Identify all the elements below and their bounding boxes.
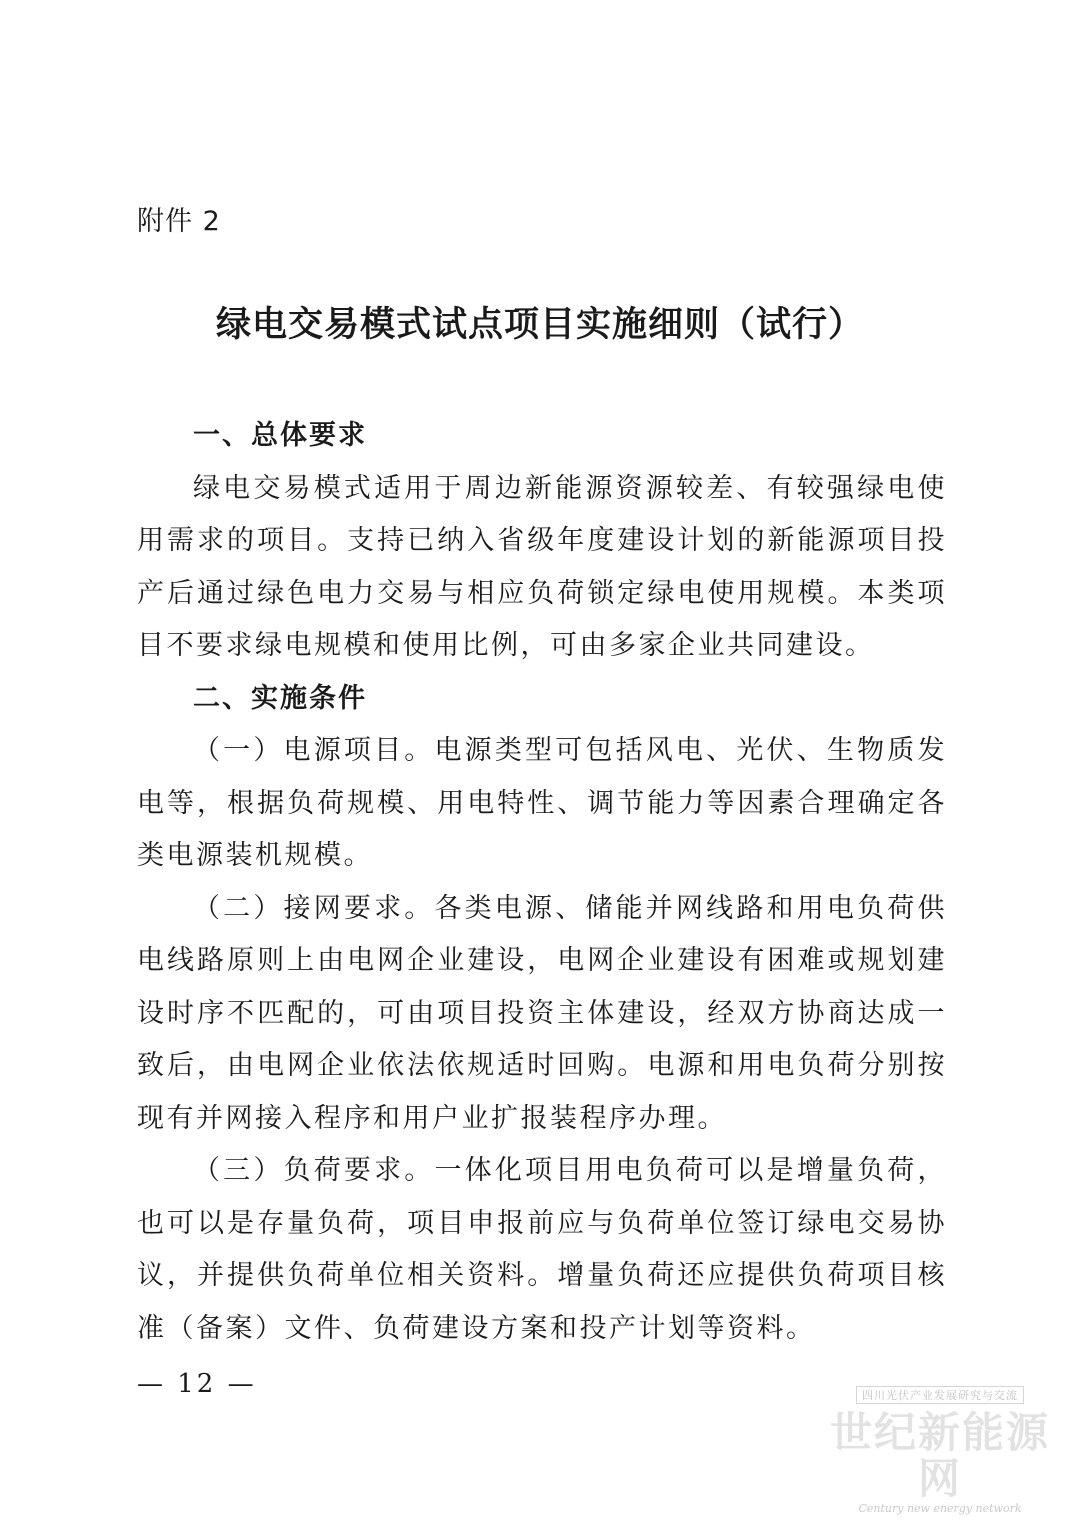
watermark-subtitle: Century new energy network [858, 1502, 1022, 1515]
section-heading: 二、实施条件 [193, 682, 367, 714]
attachment-label: 附件 2 [137, 206, 221, 237]
paragraph: （三）负荷要求。一体化项目用电负荷可以是增量负荷，也可以是存量负荷，项目申报前应与负荷单位签订绿电交易协议，并提供负荷单位相关资料。增量负荷还应提供负荷项目核准（备案）文件、负荷建设方案和投产计划等资料。 [137, 1155, 947, 1344]
paragraph: 绿电交易模式适用于周边新能源资源较差、有较强绿电使用需求的项目。支持已纳入省级年度建设计划的新能源项目投产后通过绿色电力交易与相应负荷锁定绿电使用规模。本类项目不要求绿电规模和使用比例，可由多家企业共同建设。 [137, 472, 947, 661]
page-number: — 12 — [137, 1369, 257, 1399]
watermark-brand: 世纪新能源网 [829, 1408, 1050, 1503]
document-body [137, 410, 947, 1355]
paragraph: （一）电源项目。电源类型可包括风电、光伏、生物质发电等，根据负荷规模、用电特性、调节能力等因素合理确定各类电源装机规模。 [137, 735, 947, 871]
section-heading: 一、总体要求 [193, 420, 367, 451]
document-title: 绿电交易模式试点项目实施细则（试行） [215, 304, 864, 345]
watermark-tag: 四川光伏产业发展研究与交流 [856, 1386, 1024, 1404]
paragraph: （二）接网要求。各类电源、储能并网线路和用电负荷供电线路原则上由电网企业建设，电网企业建设有困难或规划建设时序不匹配的，可由项目投资主体建设，经双方协商达成一致后，由电网企业依法依规适时回购。电源和用电负荷分别按现有并网接入程序和用户业扩报装程序办理。 [137, 892, 947, 1134]
watermark-logo [820, 1384, 1060, 1515]
